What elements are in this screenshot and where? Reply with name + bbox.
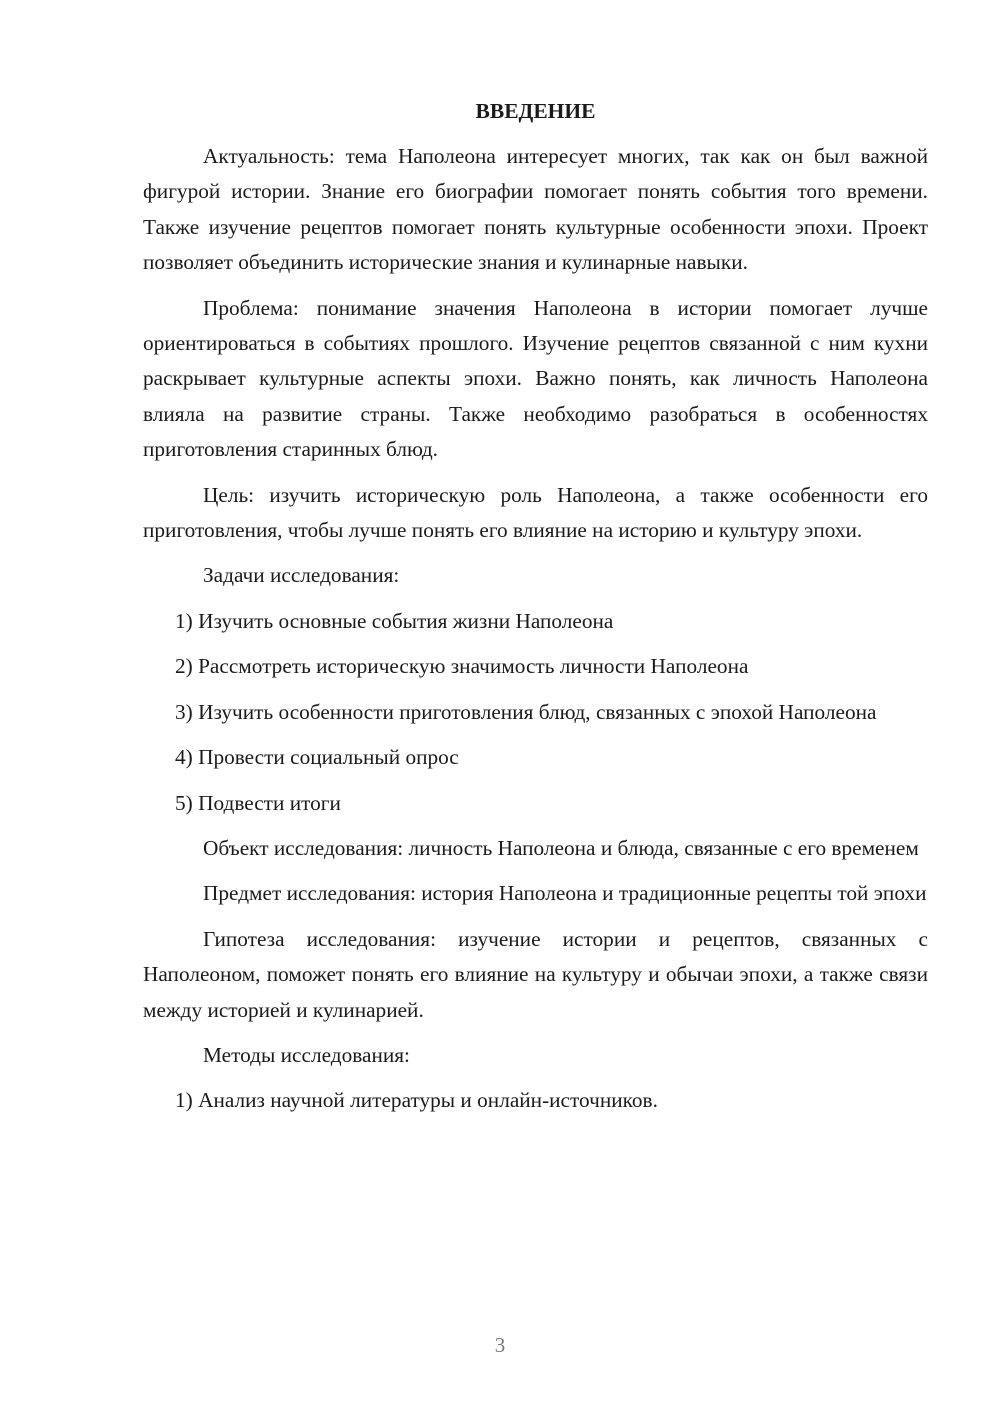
task-item-4: 4) Провести социальный опрос [175,745,459,770]
method-item-1: 1) Анализ научной литературы и онлайн-источников. [175,1088,658,1113]
task-item-2: 2) Рассмотреть историческую значимость личности Наполеона [175,654,749,679]
paragraph-problem: Проблема: понимание значения Наполеона в истории помогает лучше ориентироваться в событиях прошлого. Изучение рецептов связанной с ним кухни раскрывает культурные аспекты эпохи. Важно понять, как личность Наполеона влияла на развитие страны. Также необходимо разобраться в особенностях приготовления старинных блюд. [143,295,928,462]
page-number: 3 [494,1333,506,1357]
paragraph-relevance: Актуальность: тема Наполеона интересует многих, так как он был важной фигурой истории. Знание его биографии помогает понять события того времени. Также изучение рецептов помогает понять культурные особенности эпохи. Проект позволяет объединить исторические знания и кулинарные навыки. [143,144,928,275]
paragraph-object: Объект исследования: личность Наполеона и блюда, связанные с его временем [203,835,919,860]
tasks-label: Задачи исследования: [203,563,400,588]
paragraph-hypothesis: Гипотеза исследования: изучение истории и рецептов, связанных с Наполеоном, поможет понять его влияние на культуру и обычаи эпохи, а также связи между историей и кулинарией. [143,926,928,1022]
methods-label: Методы исследования: [203,1042,410,1067]
section-title: ВВЕДЕНИЕ [475,99,596,123]
paragraph-subject: Предмет исследования: история Наполеона и традиционные рецепты той эпохи [203,881,927,906]
task-item-5: 5) Подвести итоги [175,790,341,815]
task-item-1: 1) Изучить основные события жизни Наполеона [175,608,614,633]
task-item-3: 3) Изучить особенности приготовления блюд, связанных с эпохой Наполеона [175,699,877,724]
document-page [143,94,928,1129]
paragraph-goal: Цель: изучить историческую роль Наполеона, а также особенности его приготовления, чтобы лучше понять его влияние на историю и культуру эпохи. [143,482,928,543]
